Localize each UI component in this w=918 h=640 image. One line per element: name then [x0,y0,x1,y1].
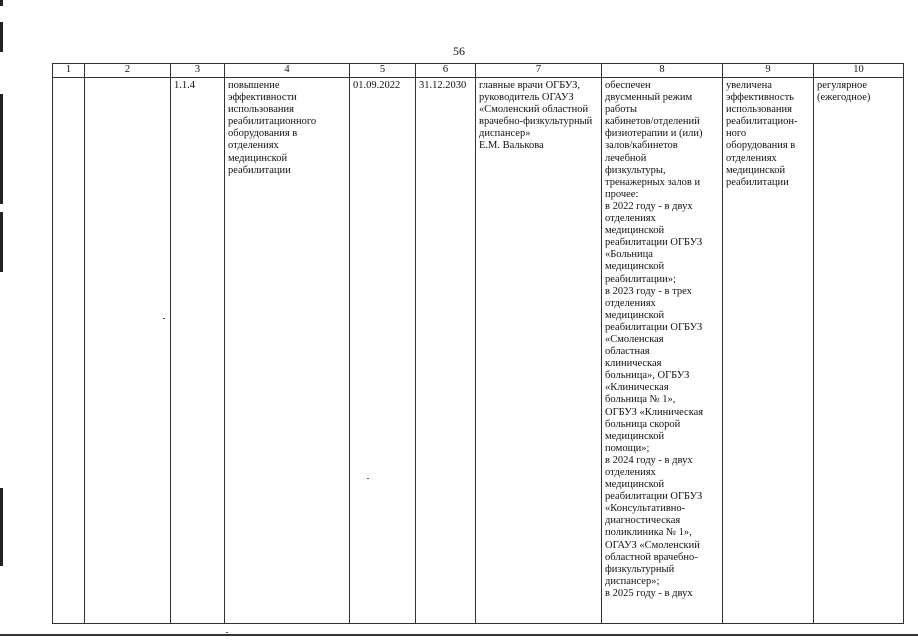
table-row [53,78,904,624]
column-header-9: 9 [723,64,814,78]
cell-measure-name [225,78,350,624]
column-header-8: 8 [602,64,723,78]
column-header-3: 3 [171,64,225,78]
scan-speck [226,632,228,633]
cell-responsible [476,78,602,624]
column-header-7: 7 [476,64,602,78]
header-row [53,64,904,78]
cell-end-date [416,78,476,624]
cell-start-date [350,78,416,624]
cell-col-1 [53,78,85,624]
effect-text: увеличена эффективность использования реабилитацион- ного оборудования в отделениях медицинской реабилитации [726,80,798,188]
column-header-4: 4 [225,64,350,78]
cell-item-number [171,78,225,624]
result-text: обеспечен двусменный режим работы кабинетов/отделений физиотерапии и (или) залов/кабинетов лечебной физкультуры, тренажерных залов и прочее: в 2022 году - в двух отделениях медицинской реабилитации ОГБУЗ «Больница медицинской реабилитации»; в 2023 году - в трех отделениях медицинской реабилитации ОГБУЗ «Смоленская областная клиническая больница», ОГБУЗ «Клиническая больница № 1», ОГБУЗ «Клиническая больница скорой медицинской помощи»; в 2024 году - в двух отделениях медицинской реабилитации ОГБУЗ «Консультативно- диагностическая поликлиника № 1», ОГАУЗ «Смоленский областной врачебно- физкультурный диспансер»; в 2025 году - в двух [605,80,704,599]
page-bottom-edge [0,634,918,636]
scan-speck [367,478,369,479]
column-header-10: 10 [814,64,904,78]
measure-name-text: повышение эффективности использования реабилитационного оборудования в отделениях медицинской реабилитации [228,80,317,176]
cell-frequency [814,78,904,624]
cell-effect [723,78,814,624]
scan-edge-mark-top [0,0,3,6]
responsible-text: главные врачи ОГБУЗ, руководитель ОГАУЗ «Смоленский областной врачебно-физкультурный диспансер» Е.М. Валькова [479,80,593,152]
page-number: 56 [453,44,465,58]
scan-edge-mark-mid [0,94,3,204]
scan-edge-mark-bottom [0,488,3,566]
column-header-5: 5 [350,64,416,78]
column-header-2: 2 [85,64,171,78]
item-number-text: 1.1.4 [174,80,195,91]
document-table [52,63,904,624]
scan-speck [163,318,165,319]
column-header-6: 6 [416,64,476,78]
cell-col-2 [85,78,171,624]
column-header-1: 1 [53,64,85,78]
frequency-text: регулярное (ежегодное) [817,80,871,104]
start-date-text: 01.09.2022 [353,80,401,91]
scan-edge-mark-lower [0,212,3,272]
cell-result [602,78,723,624]
end-date-text: 31.12.2030 [419,80,467,91]
